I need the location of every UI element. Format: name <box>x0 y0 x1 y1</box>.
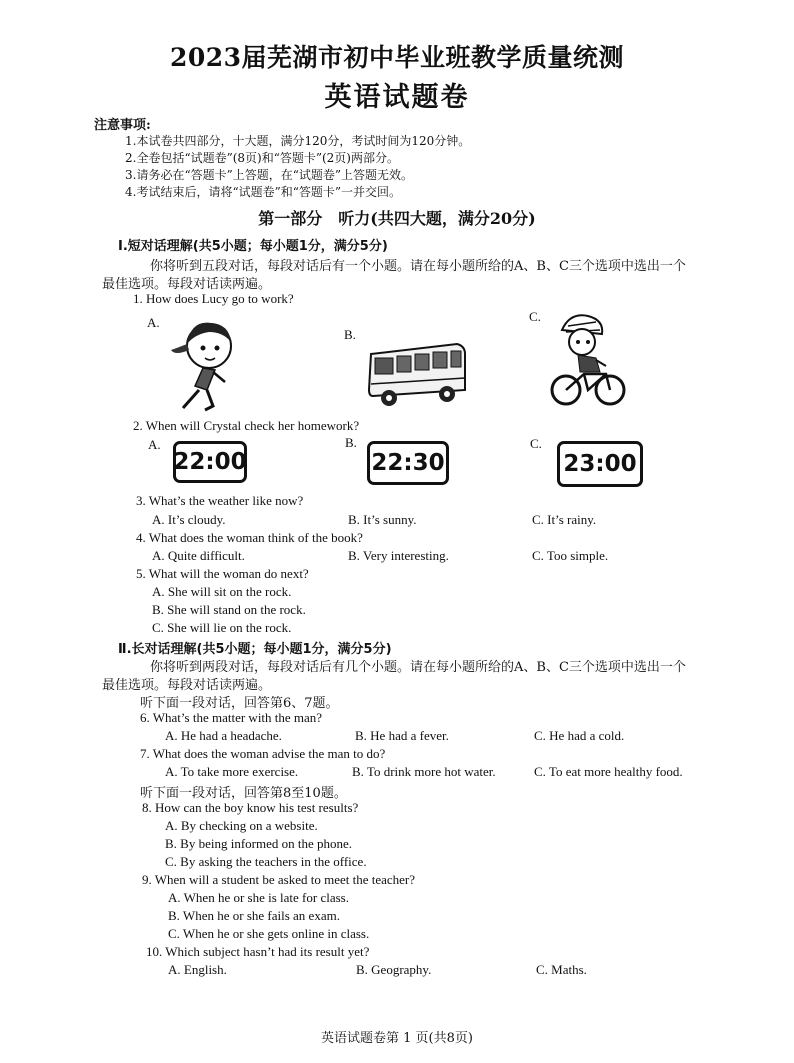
dialog-intro: 听下面一段对话，回答第8至10题。 <box>140 786 347 801</box>
note-item: 3.请务必在“答题卡”上答题，在“试题卷”上答题无效。 <box>125 168 413 182</box>
part-heading: 第一部分 听力(共四大题，满分20分) <box>258 209 536 228</box>
section-instruction: 最佳选项。每段对话读两遍。 <box>102 277 272 292</box>
question-6: 6. What’s the matter with the man? <box>140 710 323 725</box>
option-c: C. She will lie on the rock. <box>152 620 292 635</box>
digital-clock: 23:00 <box>557 441 643 487</box>
option-b: B. By being informed on the phone. <box>165 836 353 851</box>
page-footer: 英语试题卷第 1 页(共8页) <box>321 1031 473 1046</box>
section-heading: Ⅱ.长对话理解(共5小题；每小题1分，满分5分) <box>118 642 392 657</box>
note-item: 1.本试卷共四部分，十大题，满分120分，考试时间为120分钟。 <box>125 134 471 148</box>
option-b: B. Geography. <box>356 962 432 977</box>
notes-heading: 注意事项: <box>94 118 151 133</box>
option-c: C. He had a cold. <box>534 728 625 743</box>
option-c: C. Too simple. <box>532 548 609 563</box>
question-4: 4. What does the woman think of the book? <box>136 530 363 545</box>
option-c: C. By asking the teachers in the office. <box>165 854 367 869</box>
question-10: 10. Which subject hasn’t had its result yet? <box>146 944 370 959</box>
option-a: A. She will sit on the rock. <box>152 584 292 599</box>
section-heading: Ⅰ.短对话理解(共5小题；每小题1分，满分5分) <box>118 239 388 254</box>
option-b: B. When he or she fails an exam. <box>168 908 340 923</box>
option-b: B. He had a fever. <box>355 728 449 743</box>
option-c: C. Maths. <box>536 962 587 977</box>
option-a: A. He had a headache. <box>165 728 282 743</box>
option-c: C. It’s rainy. <box>532 512 597 527</box>
option-a: A. English. <box>168 962 227 977</box>
option-label: C. <box>529 309 541 324</box>
option-label: C. <box>530 436 542 451</box>
option-a: A. To take more exercise. <box>165 764 299 779</box>
option-a: A. When he or she is late for class. <box>168 890 349 905</box>
option-b: B. Very interesting. <box>348 548 449 563</box>
digital-clock: 22:30 <box>367 441 449 485</box>
running-girl-image <box>165 310 245 415</box>
option-label: A. <box>148 437 161 452</box>
section-instruction: 最佳选项。每段对话读两遍。 <box>102 678 272 693</box>
note-item: 2.全卷包括“试题卷”(8页)和“答题卡”(2页)两部分。 <box>125 151 399 165</box>
option-label: B. <box>344 327 356 342</box>
question-1: 1. How does Lucy go to work? <box>133 291 294 306</box>
question-9: 9. When will a student be asked to meet the teacher? <box>142 872 416 887</box>
option-b: B. It’s sunny. <box>348 512 417 527</box>
option-a: A. By checking on a website. <box>165 818 318 833</box>
option-c: C. When he or she gets online in class. <box>168 926 370 941</box>
question-3: 3. What’s the weather like now? <box>136 493 304 508</box>
section-instruction: 你将听到五段对话，每段对话后有一个小题。请在每小题所给的A、B、C三个选项中选出一个 <box>150 259 686 274</box>
exam-title: 2023届芜湖市初中毕业班教学质量统测 <box>169 43 625 72</box>
option-label: B. <box>345 435 357 450</box>
question-2: 2. When will Crystal check her homework? <box>133 418 360 433</box>
exam-subtitle: 英语试题卷 <box>324 82 470 113</box>
option-a: A. It’s cloudy. <box>152 512 226 527</box>
digital-clock: 22:00 <box>173 441 247 483</box>
section-instruction: 你将听到两段对话，每段对话后有几个小题。请在每小题所给的A、B、C三个选项中选出一个 <box>150 660 686 675</box>
dialog-intro: 听下面一段对话，回答第6、7题。 <box>140 696 339 711</box>
option-c: C. To eat more healthy food. <box>534 764 683 779</box>
note-item: 4.考试结束后，请将“试题卷”和“答题卡”一并交回。 <box>125 185 401 199</box>
option-b: B. To drink more hot water. <box>352 764 496 779</box>
option-b: B. She will stand on the rock. <box>152 602 306 617</box>
bicycle-image <box>548 310 628 410</box>
option-a: A. Quite difficult. <box>152 548 245 563</box>
option-label: A. <box>147 315 160 330</box>
question-5: 5. What will the woman do next? <box>136 566 309 581</box>
bus-image <box>365 340 470 410</box>
question-8: 8. How can the boy know his test results? <box>142 800 359 815</box>
question-7: 7. What does the woman advise the man to do? <box>140 746 386 761</box>
